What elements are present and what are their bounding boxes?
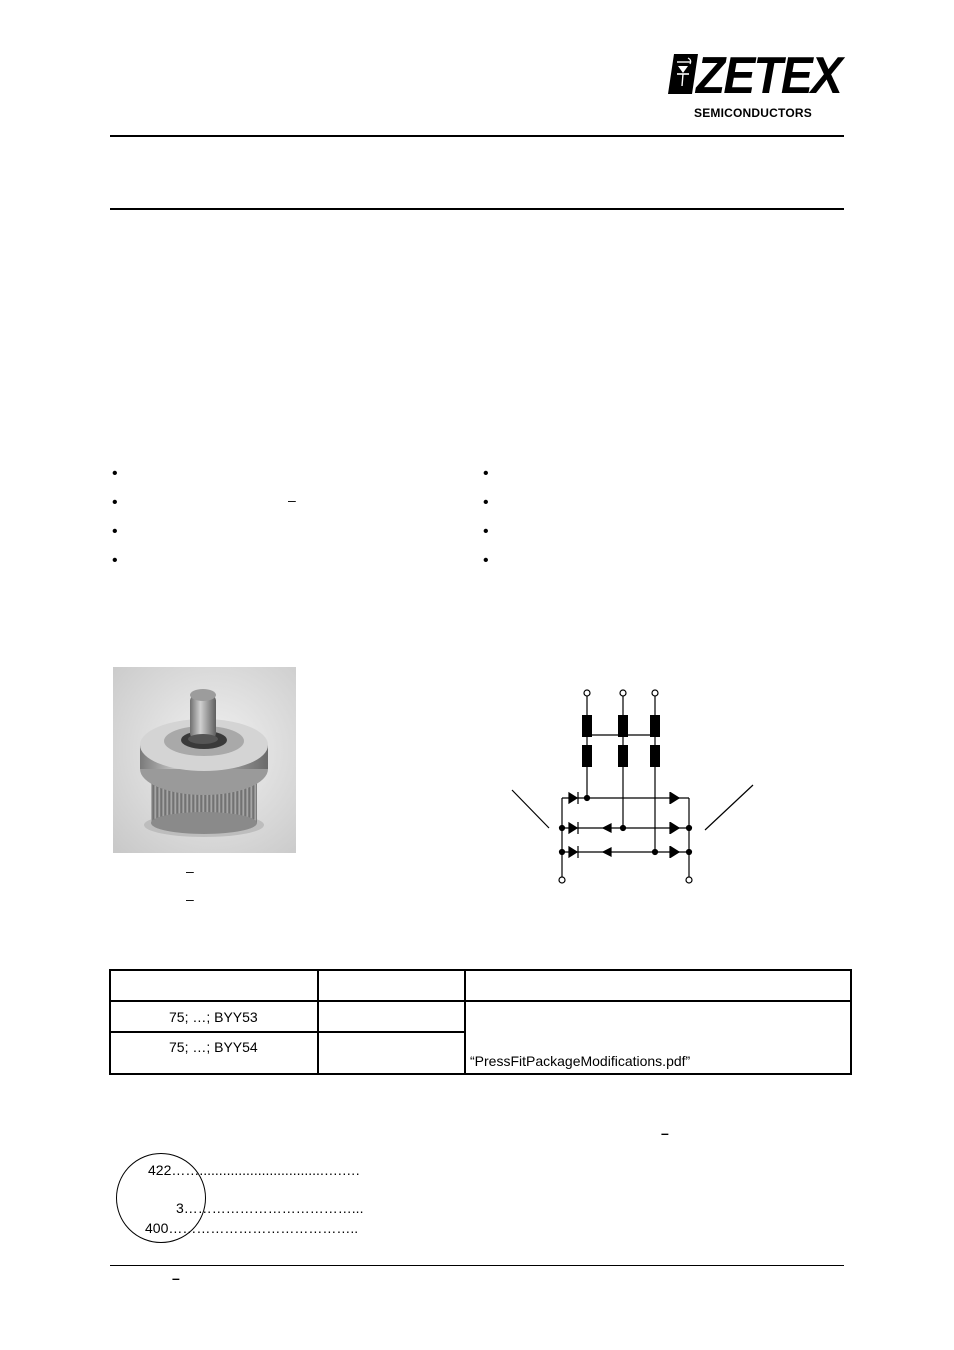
features-left-list	[112, 466, 452, 576]
bullet-icon: •	[112, 465, 118, 482]
table-header-cell	[318, 970, 465, 1001]
bullet-icon: •	[483, 523, 489, 540]
spec-value: 422	[148, 1162, 172, 1178]
bullet-icon: •	[112, 494, 118, 511]
spec-line	[176, 1200, 363, 1216]
feature-dash: –	[288, 492, 296, 508]
three-phase-bridge-diagram	[505, 682, 765, 892]
logo-subtext: SEMICONDUCTORS	[694, 106, 812, 120]
package-modifications-note: “PressFitPackageModifications.pdf”	[470, 1053, 691, 1069]
bullet-icon: •	[483, 465, 489, 482]
spec-value: 400	[145, 1220, 169, 1236]
table-header-cell	[110, 970, 318, 1001]
section-dash: –	[661, 1125, 669, 1141]
table-header-row	[110, 970, 851, 1001]
bullet-icon: •	[483, 552, 489, 569]
part-number-cell	[110, 1032, 318, 1074]
zetex-logo	[668, 47, 844, 122]
ordering-info-table	[109, 969, 852, 1075]
note-cell	[465, 1001, 851, 1074]
press-fit-diode-package-image	[113, 667, 296, 853]
package-cell	[318, 1001, 465, 1032]
bridge-circuit-schematic	[505, 682, 765, 892]
header-rule-bottom	[110, 208, 844, 210]
spec-leader: ……................................….….	[171, 1162, 360, 1178]
product-photo	[113, 667, 296, 853]
spec-value: 3	[176, 1200, 184, 1216]
part-number: 75; …; BYY53	[169, 1008, 258, 1025]
spec-line	[148, 1162, 360, 1178]
footer-rule	[110, 1265, 844, 1266]
table-row	[110, 1001, 851, 1032]
spec-line	[145, 1220, 358, 1236]
features-right-list	[483, 466, 823, 576]
part-number-cell	[110, 1001, 318, 1032]
bullet-icon: •	[112, 552, 118, 569]
photo-caption-dash: –	[186, 863, 194, 879]
photo-caption-dash: –	[186, 891, 194, 907]
bullet-icon: •	[112, 523, 118, 540]
header-rule-top	[110, 135, 844, 137]
part-number: 75; …; BYY54	[169, 1039, 258, 1055]
footer-dash: –	[172, 1270, 180, 1286]
spec-leader: …………………………………..	[168, 1220, 359, 1236]
package-cell	[318, 1032, 465, 1074]
spec-leader: ………………………………...	[183, 1200, 364, 1216]
table-header-cell	[465, 970, 851, 1001]
logo-wordmark: ZETEX	[696, 47, 841, 105]
bullet-icon: •	[483, 494, 489, 511]
